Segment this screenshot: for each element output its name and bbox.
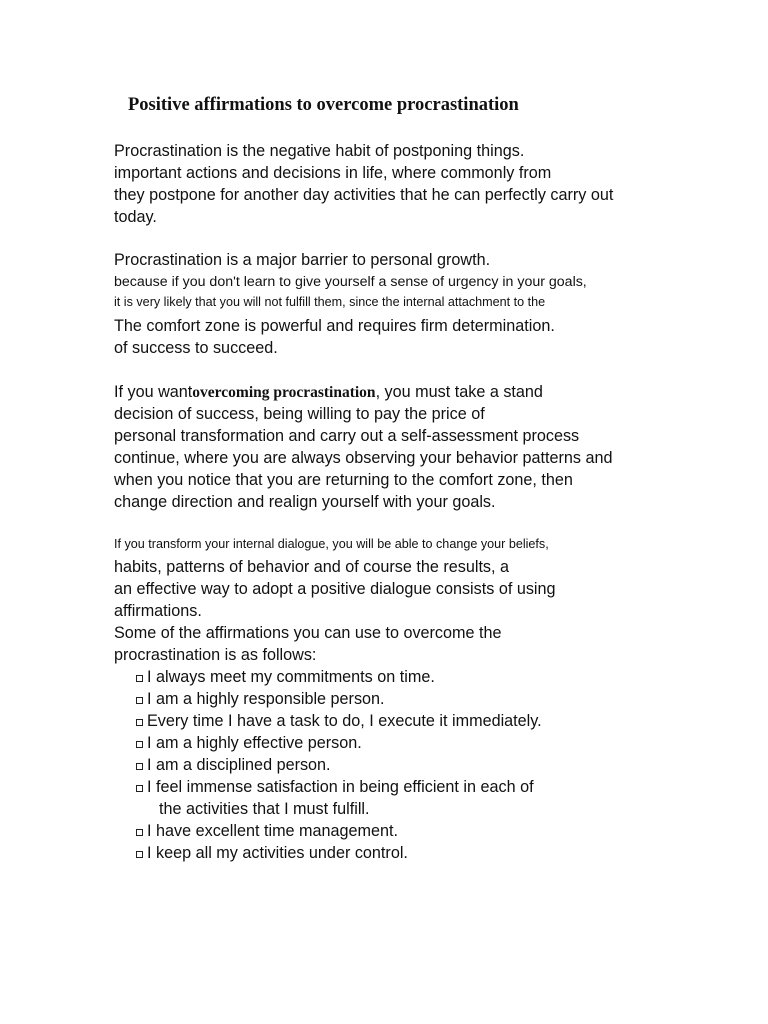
affirmation-item	[136, 777, 534, 797]
checkbox-icon	[136, 763, 143, 770]
document-title: Positive affirmations to overcome procrastination	[128, 95, 519, 115]
checkbox-icon	[136, 741, 143, 748]
paragraph-2-line: it is very likely that you will not fulfill them, since the internal attachment to the	[114, 295, 546, 309]
affirmation-item	[136, 755, 331, 775]
paragraph-3-lead: If you want	[114, 383, 193, 401]
paragraph-3-line: personal transformation and carry out a self-assessment process	[114, 427, 580, 445]
affirmation-text: I feel immense satisfaction in being efficient in each of	[147, 778, 534, 796]
paragraph-4-line: an effective way to adopt a positive dialogue consists of using	[114, 580, 556, 598]
paragraph-2-line: because if you don't learn to give yourself a sense of urgency in your goals,	[114, 274, 587, 290]
affirmation-item	[136, 711, 542, 731]
affirmation-text: I am a disciplined person.	[147, 756, 331, 774]
affirmation-text: I have excellent time management.	[147, 822, 399, 840]
affirmation-continuation: the activities that I must fulfill.	[159, 800, 370, 818]
paragraph-1-line: Procrastination is the negative habit of postponing things.	[114, 142, 525, 160]
affirmation-item	[136, 843, 408, 863]
paragraph-3-tail: , you must take a stand	[375, 383, 543, 401]
paragraph-3-line: decision of success, being willing to pay the price of	[114, 405, 485, 423]
paragraph-3-line: change direction and realign yourself with your goals.	[114, 493, 496, 511]
affirmation-text: I am a highly responsible person.	[147, 690, 385, 708]
paragraph-3-line	[114, 382, 543, 403]
checkbox-icon	[136, 719, 143, 726]
paragraph-1-line: important actions and decisions in life, where commonly from	[114, 164, 552, 182]
affirmation-item	[136, 821, 398, 841]
paragraph-4-line: affirmations.	[114, 602, 202, 620]
affirmation-text: I keep all my activities under control.	[147, 844, 408, 862]
paragraph-3-line: continue, where you are always observing your behavior patterns and	[114, 449, 613, 467]
paragraph-4-line: Some of the affirmations you can use to overcome the	[114, 624, 502, 642]
paragraph-3-emphasis: overcoming procrastination	[192, 384, 376, 401]
paragraph-1-line: they postpone for another day activities that he can perfectly carry out	[114, 186, 614, 204]
paragraph-4-line: procrastination is as follows:	[114, 646, 317, 664]
affirmation-item	[136, 733, 362, 753]
paragraph-2-line: of success to succeed.	[114, 339, 278, 357]
checkbox-icon	[136, 675, 143, 682]
paragraph-2-line: The comfort zone is powerful and requires firm determination.	[114, 317, 555, 335]
paragraph-1-line: today.	[114, 208, 157, 226]
paragraph-4-line: If you transform your internal dialogue, you will be able to change your beliefs,	[114, 537, 549, 551]
affirmation-item	[136, 689, 385, 709]
affirmation-text: Every time I have a task to do, I execute it immediately.	[147, 712, 542, 730]
checkbox-icon	[136, 697, 143, 704]
checkbox-icon	[136, 785, 143, 792]
paragraph-4-line: habits, patterns of behavior and of course the results, a	[114, 558, 510, 576]
affirmation-item	[136, 667, 435, 687]
checkbox-icon	[136, 851, 143, 858]
paragraph-2-line: Procrastination is a major barrier to personal growth.	[114, 251, 491, 269]
checkbox-icon	[136, 829, 143, 836]
paragraph-3-line: when you notice that you are returning to the comfort zone, then	[114, 471, 573, 489]
affirmation-text: I always meet my commitments on time.	[147, 668, 435, 686]
affirmation-text: I am a highly effective person.	[147, 734, 362, 752]
